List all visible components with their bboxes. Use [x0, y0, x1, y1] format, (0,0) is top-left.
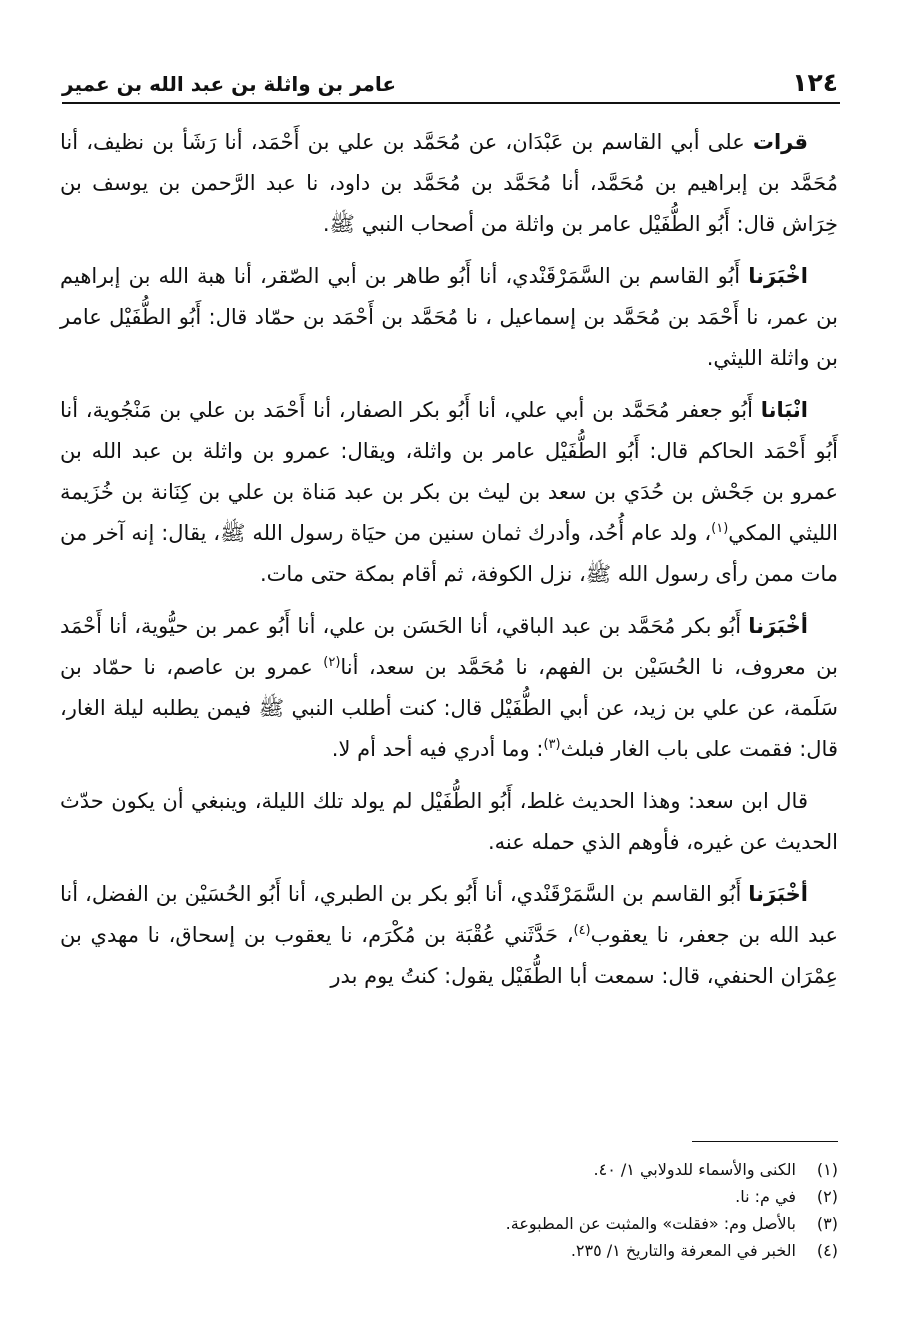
- paragraph-lead-word: انْبَانا: [760, 398, 808, 422]
- footnote-ref-4[interactable]: (٤): [573, 923, 591, 938]
- paragraph-lead-word: قرات: [752, 130, 808, 154]
- page-number: ١٢٤: [792, 68, 838, 97]
- paragraph-1: [60, 122, 838, 245]
- footnote-number: (٤): [816, 1241, 838, 1260]
- footnote-rule: [692, 1141, 838, 1142]
- paragraph-lead-word: أخْبَرَنا: [748, 614, 808, 638]
- footnote-4: [300, 1237, 838, 1264]
- running-head: [62, 64, 838, 100]
- paragraph-6: [60, 874, 838, 997]
- paragraph-3: [60, 390, 838, 595]
- paragraph-text: أَبُو القاسم بن السَّمَرْقَنْدي، أنا أَبُو طاهر بن أبي الصّقر، أنا هبة الله بن إبراهيم بن عمر، نا أَحْمَد بن مُحَمَّد بن إسماعيل ، نا مُحَمَّد بن أَحْمَد بن حمّاد قال: أَبُو الطُّفَيْل عامر بن واثلة الليثي.: [60, 264, 838, 370]
- footnote-ref-2[interactable]: (٢): [323, 655, 341, 670]
- footnote-text: الكنى والأسماء للدولابي ١/ ٤٠.: [593, 1160, 796, 1179]
- footnote-text: بالأصل وم: «فقلت» والمثبت عن المطبوعة.: [505, 1214, 796, 1233]
- footnote-ref-1[interactable]: (١): [711, 521, 729, 536]
- footnote-ref-3[interactable]: (٣): [543, 737, 561, 752]
- paragraph-text: أَبُو بكر مُحَمَّد بن عبد الباقي، أنا الحَسَن بن علي، أنا أَبُو عمر بن حيُّوية، أنا أَحْمَد بن معروف، نا الحُسَيْن بن الفهم، نا مُحَمَّد بن سعد، أنا: [60, 614, 838, 679]
- running-title: عامر بن واثلة بن عبد الله بن عمير: [62, 72, 397, 96]
- paragraph-4: [60, 606, 838, 770]
- paragraph-2: [60, 256, 838, 379]
- footnote-number: (١): [816, 1160, 838, 1179]
- paragraph-5: [60, 781, 838, 863]
- footnote-number: (٣): [816, 1214, 838, 1233]
- paragraph-lead-word: اخْبَرَنا: [748, 264, 808, 288]
- paragraph-lead-word: أخْبَرَنا: [748, 882, 808, 906]
- header-rule: [62, 102, 840, 104]
- footnote-number: (٢): [816, 1187, 838, 1206]
- footnote-text: الخبر في المعرفة والتاريخ ١/ ٢٣٥.: [570, 1241, 796, 1260]
- paragraph-text: على أبي القاسم بن عَبْدَان، عن مُحَمَّد بن علي بن أَحْمَد، أنا رَشَأ بن نظيف، أنا مُحَمَّد بن إبراهيم بن مُحَمَّد، أنا مُحَمَّد بن مُحَمَّد بن داود، نا عبد الرَّحمن بن يوسف بن خِرَاش قال: أَبُو الطُّفَيْل عامر بن واثلة من أصحاب النبي ﷺ.: [60, 130, 838, 236]
- paragraph-text-end: : وما أدري فيه أحد أم لا.: [331, 737, 544, 761]
- paragraph-text: أَبُو جعفر مُحَمَّد بن أبي علي، أنا أَبُو بكر الصفار، أنا أَحْمَد بن علي بن مَنْجُوية، أنا أَبُو أَحْمَد الحاكم قال: أَبُو الطُّفَيْل عامر بن واثلة، ويقال: عمرو بن واثلة بن عبد الله بن عمرو بن جَحْش بن حُدَي بن سعد بن ليث بن بكر بن عبد مَناة بن علي بن كِنَانة بن خُزَيمة الليثي المكي: [60, 398, 838, 545]
- main-text: [60, 122, 838, 1008]
- footnote-text: في م: نا.: [735, 1187, 796, 1206]
- paragraph-text: قال ابن سعد: وهذا الحديث غلط، أَبُو الطُّفَيْل لم يولد تلك الليلة، وينبغي أن يكون حدّث الحديث عن غيره، فأوهم الذي حمله عنه.: [60, 789, 838, 854]
- footnote-3: [300, 1210, 838, 1237]
- footnote-2: [300, 1183, 838, 1210]
- footnote-1: [300, 1156, 838, 1183]
- footnotes: [300, 1156, 838, 1264]
- paragraph-text-continued: ، حَدَّثَني عُقْبَة بن مُكْرَم، نا يعقوب بن إسحاق، نا مهدي بن عِمْرَان الحنفي، قال: سمعت أبا الطُّفَيْل يقول: كنتُ يوم بدر: [60, 923, 838, 988]
- paragraph-text-continued: ، ولد عام أُحُد، وأدرك ثمان سنين من حيَاة رسول الله ﷺ، يقال: إنه آخر من مات ممن رأى رسول الله ﷺ، نزل الكوفة، ثم أقام بمكة حتى مات.: [60, 521, 838, 586]
- paragraph-text: أَبُو القاسم بن السَّمَرْقَنْدي، أنا أَبُو بكر بن الطبري، أنا أَبُو الحُسَيْن بن الفضل، أنا عبد الله بن جعفر، نا يعقوب: [60, 882, 838, 947]
- paragraph-text-continued: عمرو بن عاصم، نا حمّاد بن سَلَمة، عن علي بن زيد، عن أبي الطُّفَيْل قال: كنت أطلب النبي ﷺ فيمن يطلبه ليلة الغار، قال: فقمت على باب الغار فبلث: [60, 655, 838, 761]
